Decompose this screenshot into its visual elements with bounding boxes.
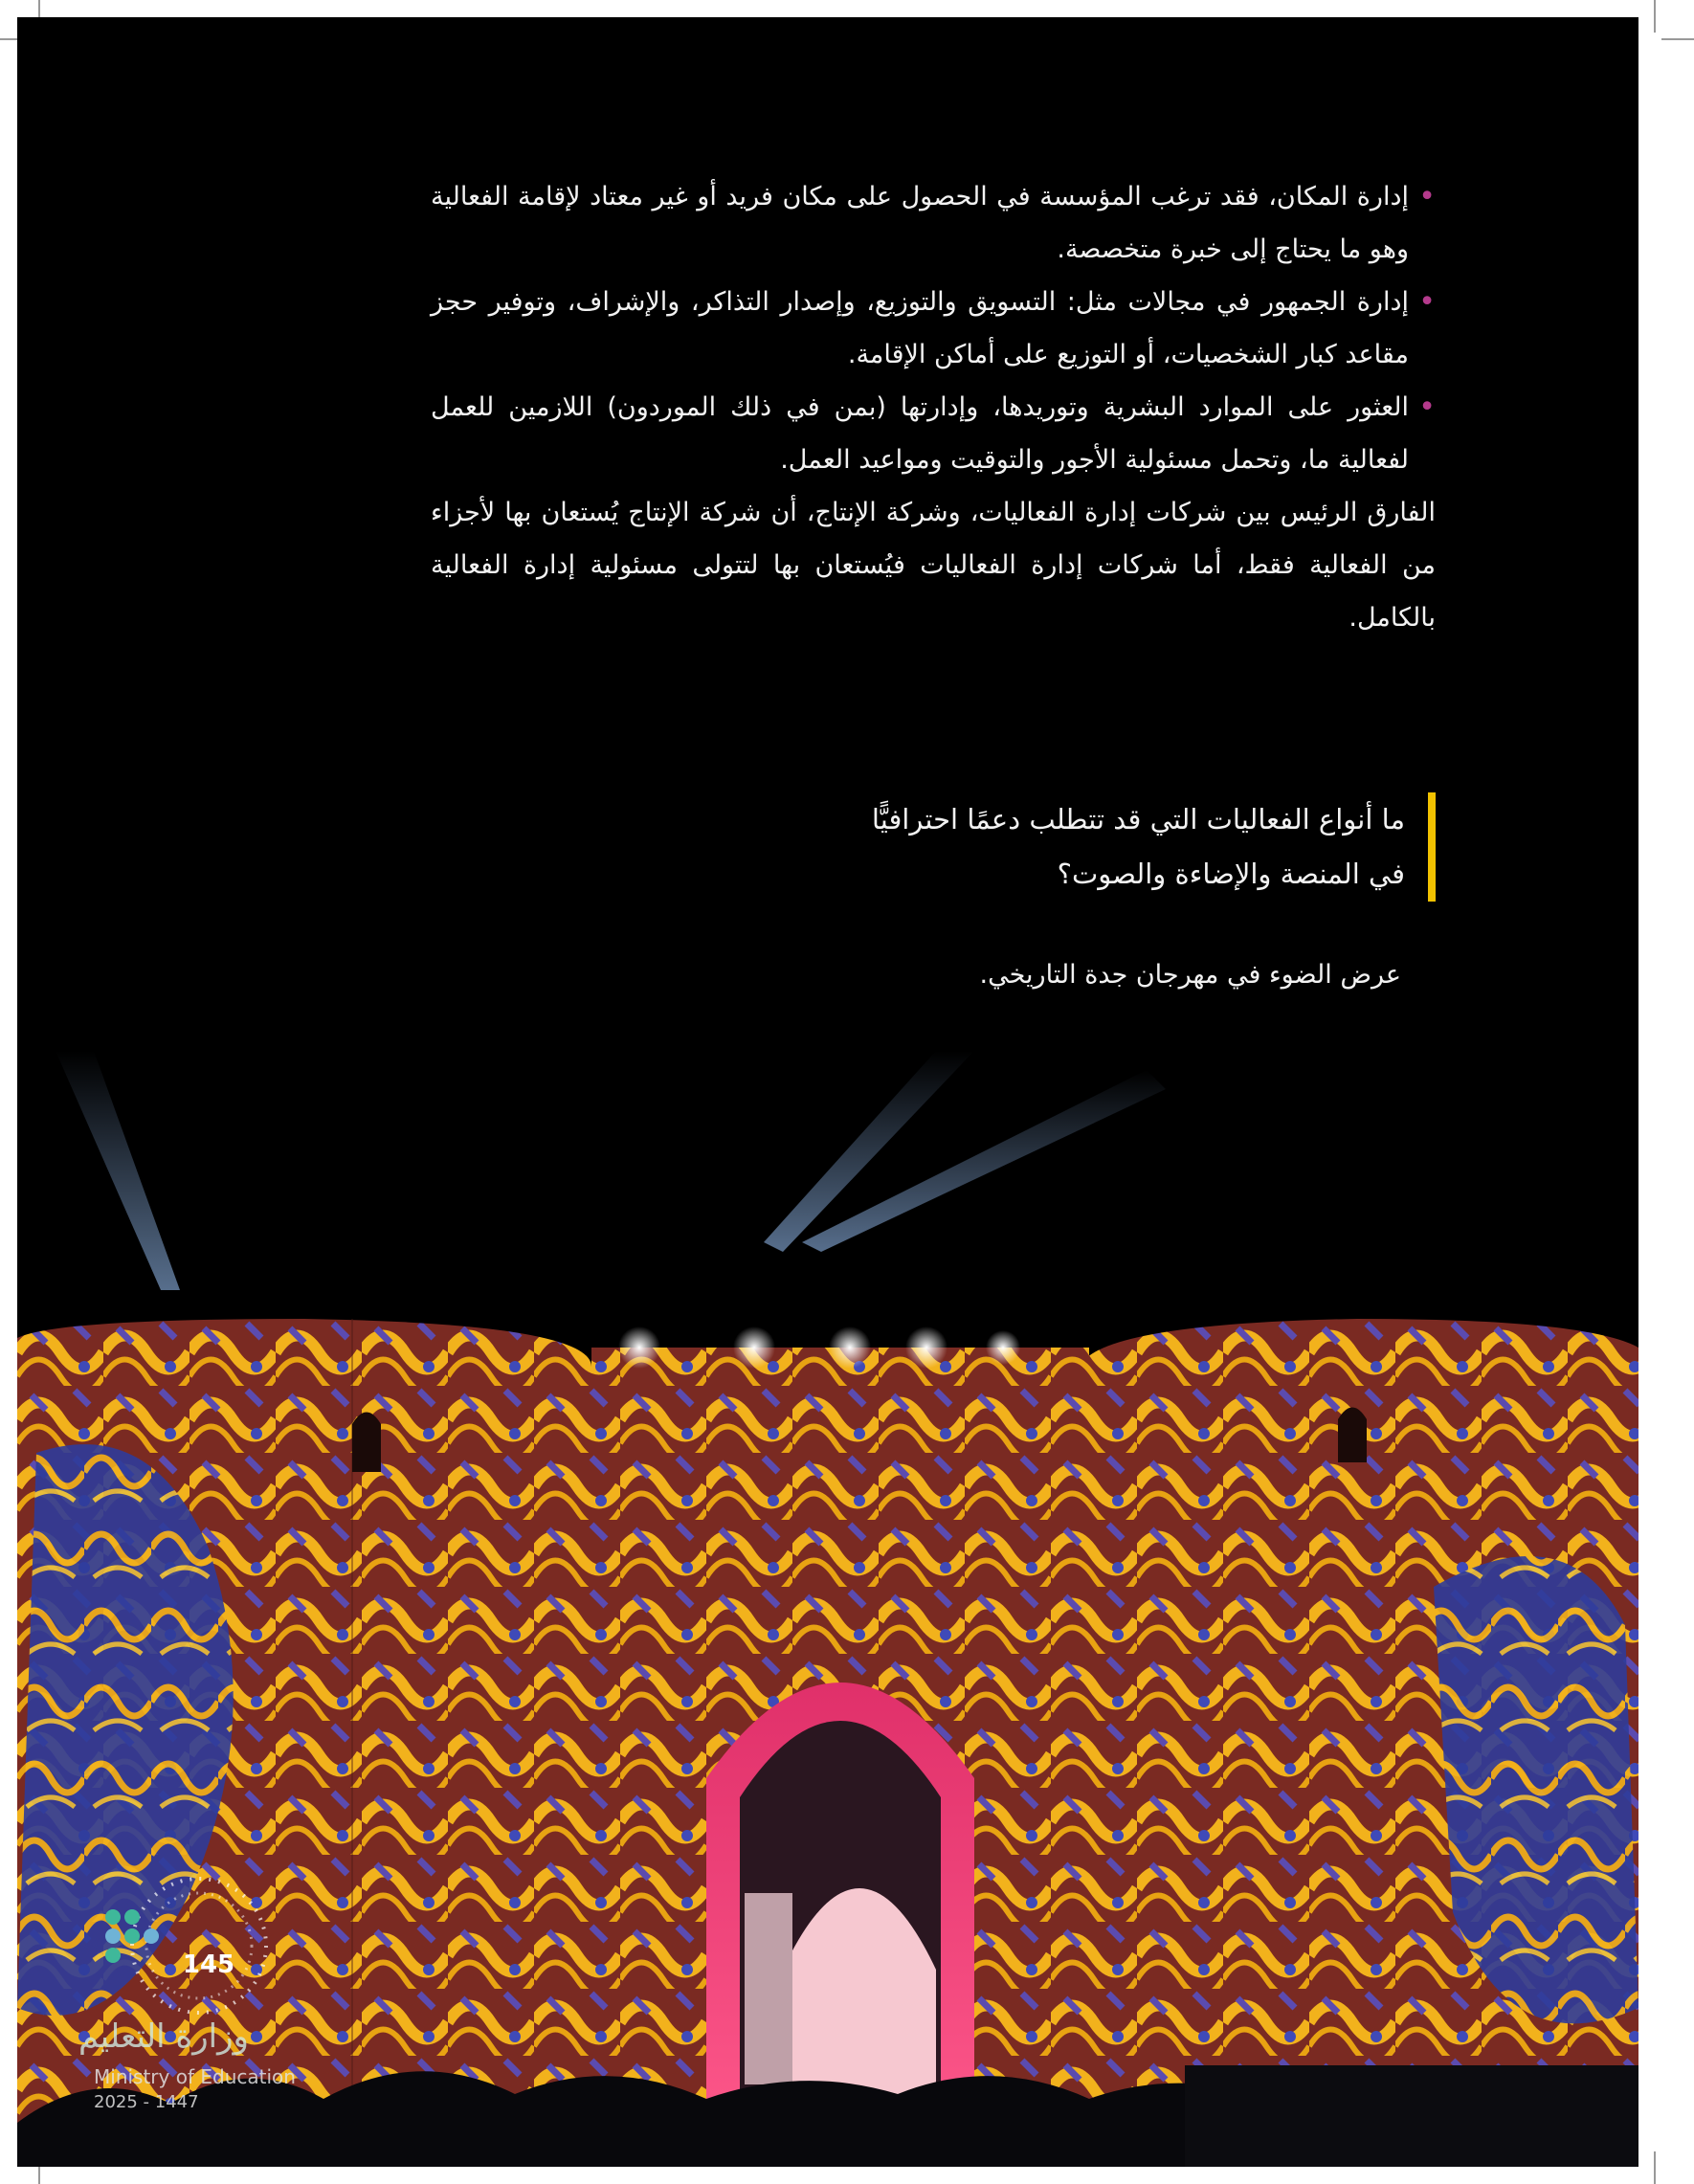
bullet-item: • العثور على الموارد البشرية وتوريدها، وإدارتها (بمن في ذلك الموردون) اللازمين للعمل لفعالية ما، وتحمل مسئولية الأجور والتوقيت ومواعيد العمل. — [431, 381, 1436, 486]
edition-year: 2025 - 1447 — [94, 2092, 199, 2112]
photo-caption: عرض الضوء في مهرجان جدة التاريخي. — [979, 960, 1401, 990]
bullet-item: • إدارة المكان، فقد ترغب المؤسسة في الحصول على مكان فريد أو غير معتاد لإقامة الفعالية وهو ما يحتاج إلى خبرة متخصصة. — [431, 170, 1436, 276]
bullet-list — [431, 170, 1436, 486]
crop-mark — [1661, 38, 1694, 40]
question-box — [792, 792, 1436, 902]
page-number: 145 — [182, 1950, 235, 1979]
page — [17, 17, 1638, 2167]
crop-mark — [1654, 0, 1656, 33]
question-line: في المنصة والإضاءة والصوت؟ — [1057, 858, 1405, 890]
bullet-item: • إدارة الجمهور في مجالات مثل: التسويق والتوزيع، وإصدار التذاكر، والإشراف، وتوفير حجز مقاعد كبار الشخصيات، أو التوزيع على أماكن الإقامة. — [431, 276, 1436, 381]
ministry-name-en: Ministry of Education — [94, 2065, 296, 2088]
ministry-name-ar: وزارة التعليم — [78, 2017, 249, 2056]
question-line: ما أنواع الفعاليات التي قد تتطلب دعمًا احترافيًّا — [871, 803, 1405, 836]
bullet-dot-icon: • — [1418, 180, 1436, 213]
bullet-dot-icon: • — [1418, 285, 1436, 319]
body-text — [431, 170, 1436, 644]
summary-paragraph: الفارق الرئيس بين شركات إدارة الفعاليات، وشركة الإنتاج، أن شركة الإنتاج يُستعان بها لأجزاء من الفعالية فقط، أما شركات إدارة الفعاليات فيُستعان بها لتتولى مسئولية إدارة الفعالية بالكامل. — [431, 498, 1436, 633]
crop-mark — [1654, 2151, 1656, 2184]
bullet-dot-icon: • — [1418, 390, 1436, 424]
